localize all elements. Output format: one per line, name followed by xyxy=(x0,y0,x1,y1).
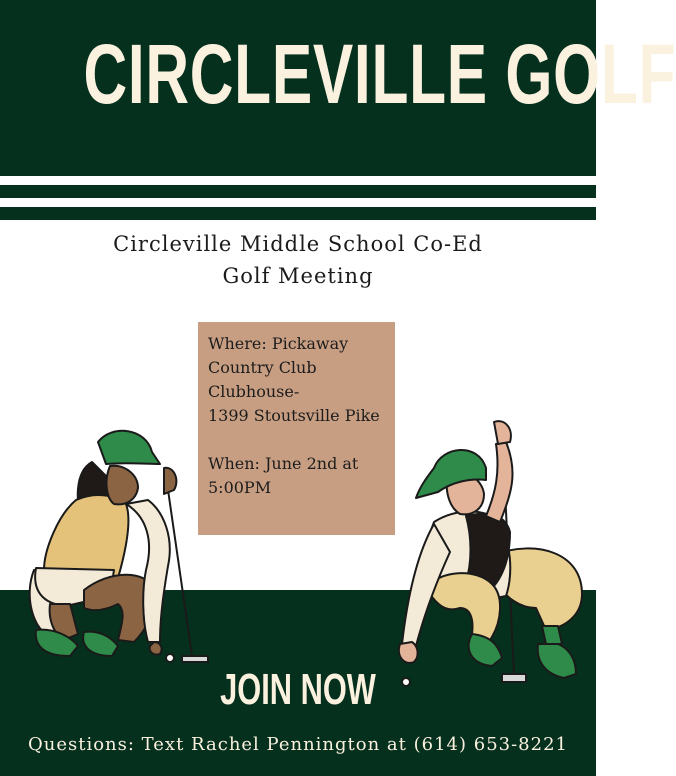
join-now-heading: JOIN NOW xyxy=(220,665,376,714)
flyer-title: CIRCLEVILLE GOLF xyxy=(83,27,676,121)
male-golfer-icon xyxy=(386,412,592,694)
divider-stripe-bottom xyxy=(0,207,596,220)
divider-stripe-top xyxy=(0,185,596,198)
flyer-subtitle: Circleville Middle School Co-Ed Golf Meeting xyxy=(113,232,483,288)
female-golfer-icon xyxy=(14,420,224,680)
event-details-text: Where: Pickaway Country Club Clubhouse- 1399 Stoutsville Pike When: June 2nd at 5:00PM xyxy=(208,334,380,497)
contact-line: Questions: Text Rachel Pennington at (614) 653-8221 xyxy=(27,734,568,755)
event-details-box xyxy=(198,322,395,535)
